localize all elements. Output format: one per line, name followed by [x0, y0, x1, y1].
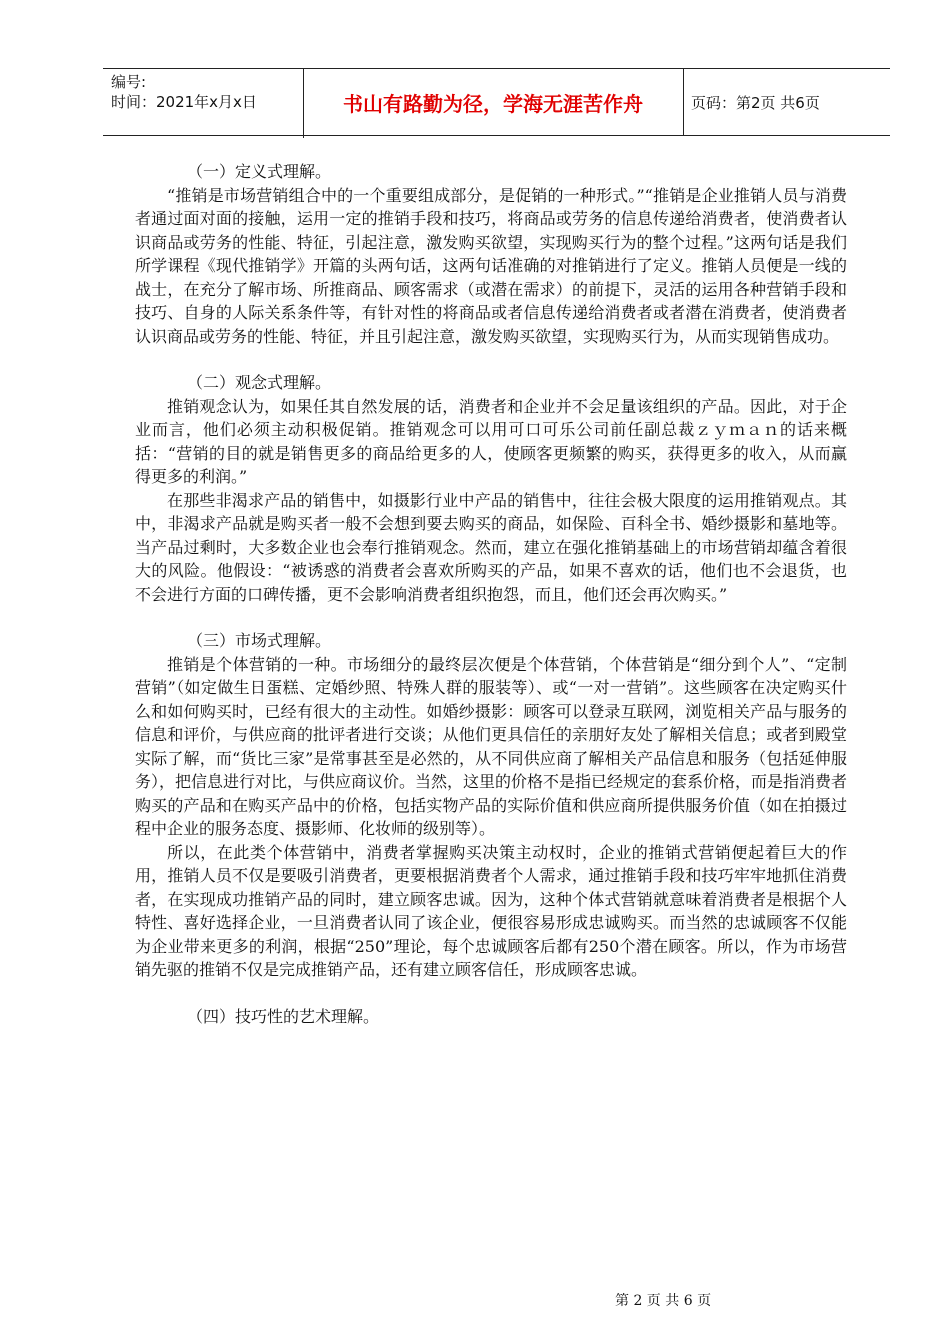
document-body — [135, 160, 847, 1028]
time-label: 时间：2021年x月x日 — [111, 93, 257, 111]
header-page-label: 页码：第2页 共6页 — [691, 93, 820, 112]
section-heading: （二）观念式理解。 — [187, 373, 332, 392]
section-heading: （一）定义式理解。 — [187, 162, 332, 181]
section-heading: （四）技巧性的艺术理解。 — [187, 1006, 380, 1026]
header-info-cell — [103, 69, 304, 138]
paragraph: “推销是市场营销组合中的一个重要组成部分，是促销的一种形式。”“推销是企业推销人员与消费者通过面对面的接触，运用一定的推销手段和技巧，将商品或劳务的信息传递给消费者，使消费者认识商品或劳务的性能、特征，引起注意，激发购买欲望，实现购买行为的整个过程。”这两句话是我们所学课程《现代推销学》开篇的头两句话，这两句话准确的对推销进行了定义。推销人员便是一线的战士，在充分了解市场、所推商品、顾客需求（或潜在需求）的前提下，灵活的运用各种营销手段和技巧、自身的人际关系条件等，有针对性的将商品或者信息传递给消费者或者潜在消费者，使消费者认识商品或劳务的性能、特征，并且引起注意，激发购买欲望，实现购买行为，从而实现销售成功。 — [135, 185, 847, 346]
paragraph: 在那些非渴求产品的销售中，如摄影行业中产品的销售中，往往会极大限度的运用推销观点。其中，非渴求产品就是购买者一般不会想到要去购买的商品，如保险、百科全书、婚纱摄影和墓地等。当产品过剩时，大多数企业也会奉行推销观念。然而，建立在强化推销基础上的市场营销却蕴含着很大的风险。他假设：“被诱惑的消费者会喜欢所购买的产品，如果不喜欢的话，他们也不会退货，也不会进行方面的口碑传播，更不会影响消费者组织抱怨，而且，他们还会再次购买。” — [135, 490, 847, 604]
section-heading: （三）市场式理解。 — [187, 631, 332, 650]
page-header — [103, 68, 890, 136]
header-motto: 书山有路勤为径，学海无涯苦作舟 — [303, 69, 684, 135]
paragraph: 所以，在此类个体营销中，消费者掌握购买决策主动权时，企业的推销式营销便起着巨大的作用，推销人员不仅是要吸引消费者，更要根据消费者个人需求，通过推销手段和技巧牢牢地抓住消费者，在实现成功推销产品的同时，建立顾客忠诚。因为，这种个体式营销就意味着消费者是根据个人特性、喜好选择企业，一旦消费者认同了该企业，便很容易形成忠诚购买。而当然的忠诚顾客不仅能为企业带来更多的利润，根据“250”理论，每个忠诚顾客后都有250个潜在顾客。所以，作为市场营销先驱的推销不仅是完成推销产品，还有建立顾客信任，形成顾客忠诚。 — [135, 842, 847, 979]
paragraph: 推销观念认为，如果任其自然发展的话，消费者和企业并不会足量该组织的产品。因此，对于企业而言，他们必须主动积极促销。推销观念可以用可口可乐公司前任副总裁ｚｙｍａｎ的话来概括：“营销的目的就是销售更多的商品给更多的人，使顾客更频繁的购买，获得更多的收入，从而赢得更多的利润。” — [135, 396, 847, 486]
paragraph: 推销是个体营销的一种。市场细分的最终层次便是个体营销，个体营销是“细分到个人”、“定制营销”（如定做生日蛋糕、定婚纱照、特殊人群的服装等）、或“一对一营销”。这些顾客在决定购买什么和如何购买时，已经有很大的主动性。如婚纱摄影：顾客可以登录互联网，浏览相关产品与服务的信息和评价，与供应商的批评者进行交谈；从他们更具信任的亲朋好友处了解相关信息；或者到殿堂实际了解，而“货比三家”是常事甚至是必然的，从不同供应商了解相关产品信息和服务（包括延伸服务），把信息进行对比，与供应商议价。当然，这里的价格不是指已经规定的套系价格，而是指消费者购买的产品和在购买产品中的价格，包括实物产品的实际价值和供应商所提供服务价值（如在拍摄过程中企业的服务态度、摄影师、化妆师的级别等）。 — [135, 654, 848, 838]
page-footer: 第 2 页 共 6 页 — [615, 1293, 712, 1309]
number-label: 编号: — [111, 73, 147, 91]
